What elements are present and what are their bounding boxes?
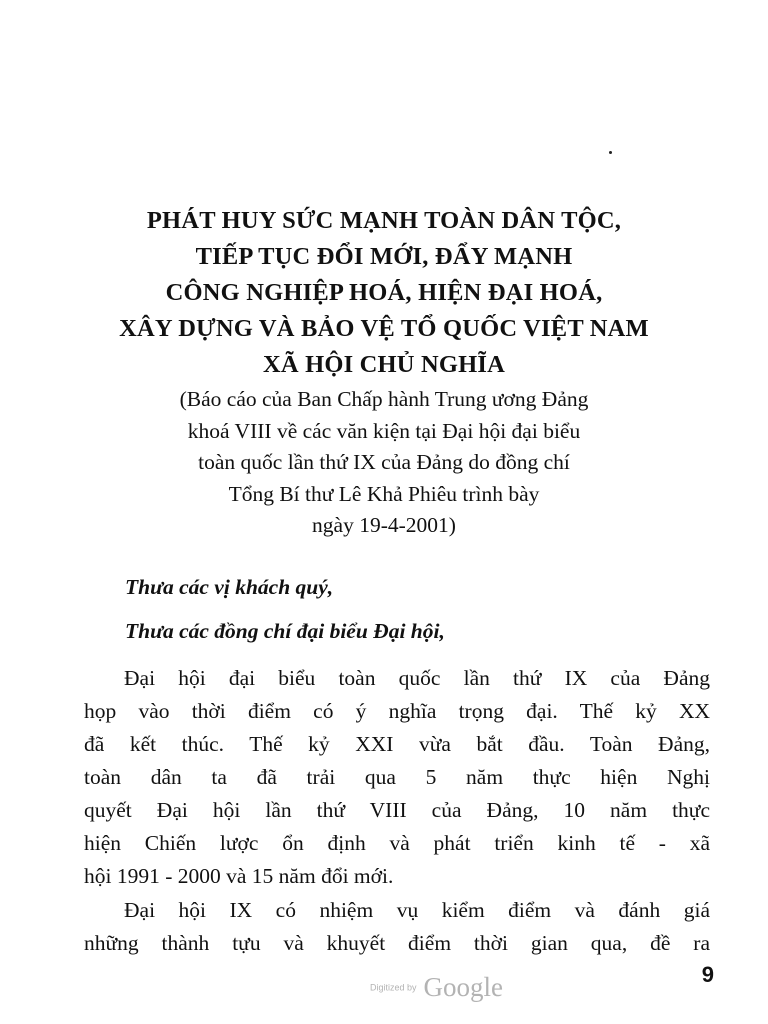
title-line: XÂY DỰNG VÀ BẢO VỆ TỔ QUỐC VIỆT NAM	[119, 315, 649, 342]
google-logo: Google	[423, 972, 504, 1002]
paragraph-line: hội 1991 - 2000 và 15 năm đổi mới.	[84, 864, 394, 888]
paragraph-line: toàn dân ta đã trải qua 5 năm thực hiện Nghị	[84, 765, 710, 789]
subtitle-line: Tổng Bí thư Lê Khả Phiêu trình bày	[228, 481, 540, 506]
greeting-guests: Thưa các vị khách quý,	[125, 575, 334, 599]
title-line: PHÁT HUY SỨC MẠNH TOÀN DÂN TỘC,	[146, 207, 622, 234]
subtitle-line: (Báo cáo của Ban Chấp hành Trung ương Đảng	[179, 387, 589, 411]
document-title	[60, 203, 708, 383]
scan-speck	[609, 151, 612, 154]
paragraph-line: Đại hội đại biểu toàn quốc lần thứ IX của Đảng	[124, 666, 710, 690]
greeting-delegates: Thưa các đồng chí đại biểu Đại hội,	[125, 619, 445, 643]
subtitle-line: khoá VIII về các văn kiện tại Đại hội đại biểu	[187, 418, 581, 443]
document-subtitle	[100, 384, 668, 542]
title-line: CÔNG NGHIỆP HOÁ, HIỆN ĐẠI HOÁ,	[165, 279, 603, 306]
paragraph-line: hiện Chiến lược ổn định và phát triển kinh tế - xã	[84, 831, 710, 855]
paragraph-line: đã kết thúc. Thế kỷ XXI vừa bắt đầu. Toàn Đảng,	[84, 732, 710, 756]
paragraph-line: quyết Đại hội lần thứ VIII của Đảng, 10 năm thực	[84, 798, 710, 822]
paragraph-line: những thành tựu và khuyết điểm thời gian qua, đề ra	[84, 931, 710, 955]
paragraph-line: Đại hội IX có nhiệm vụ kiểm điểm và đánh giá	[124, 898, 710, 922]
paragraph-line: họp vào thời điểm có ý nghĩa trọng đại. Thế kỷ XX	[84, 699, 710, 723]
subtitle-line: toàn quốc lần thứ IX của Đảng do đồng chí	[198, 450, 570, 474]
title-line: XÃ HỘI CHỦ NGHĨA	[262, 351, 506, 378]
digitized-watermark	[370, 972, 503, 1003]
subtitle-line: ngày 19-4-2001)	[312, 513, 456, 537]
watermark-prefix: Digitized by	[370, 982, 417, 993]
title-line: TIẾP TỤC ĐỔI MỚI, ĐẨY MẠNH	[195, 243, 573, 270]
page-number: 9	[701, 962, 714, 987]
